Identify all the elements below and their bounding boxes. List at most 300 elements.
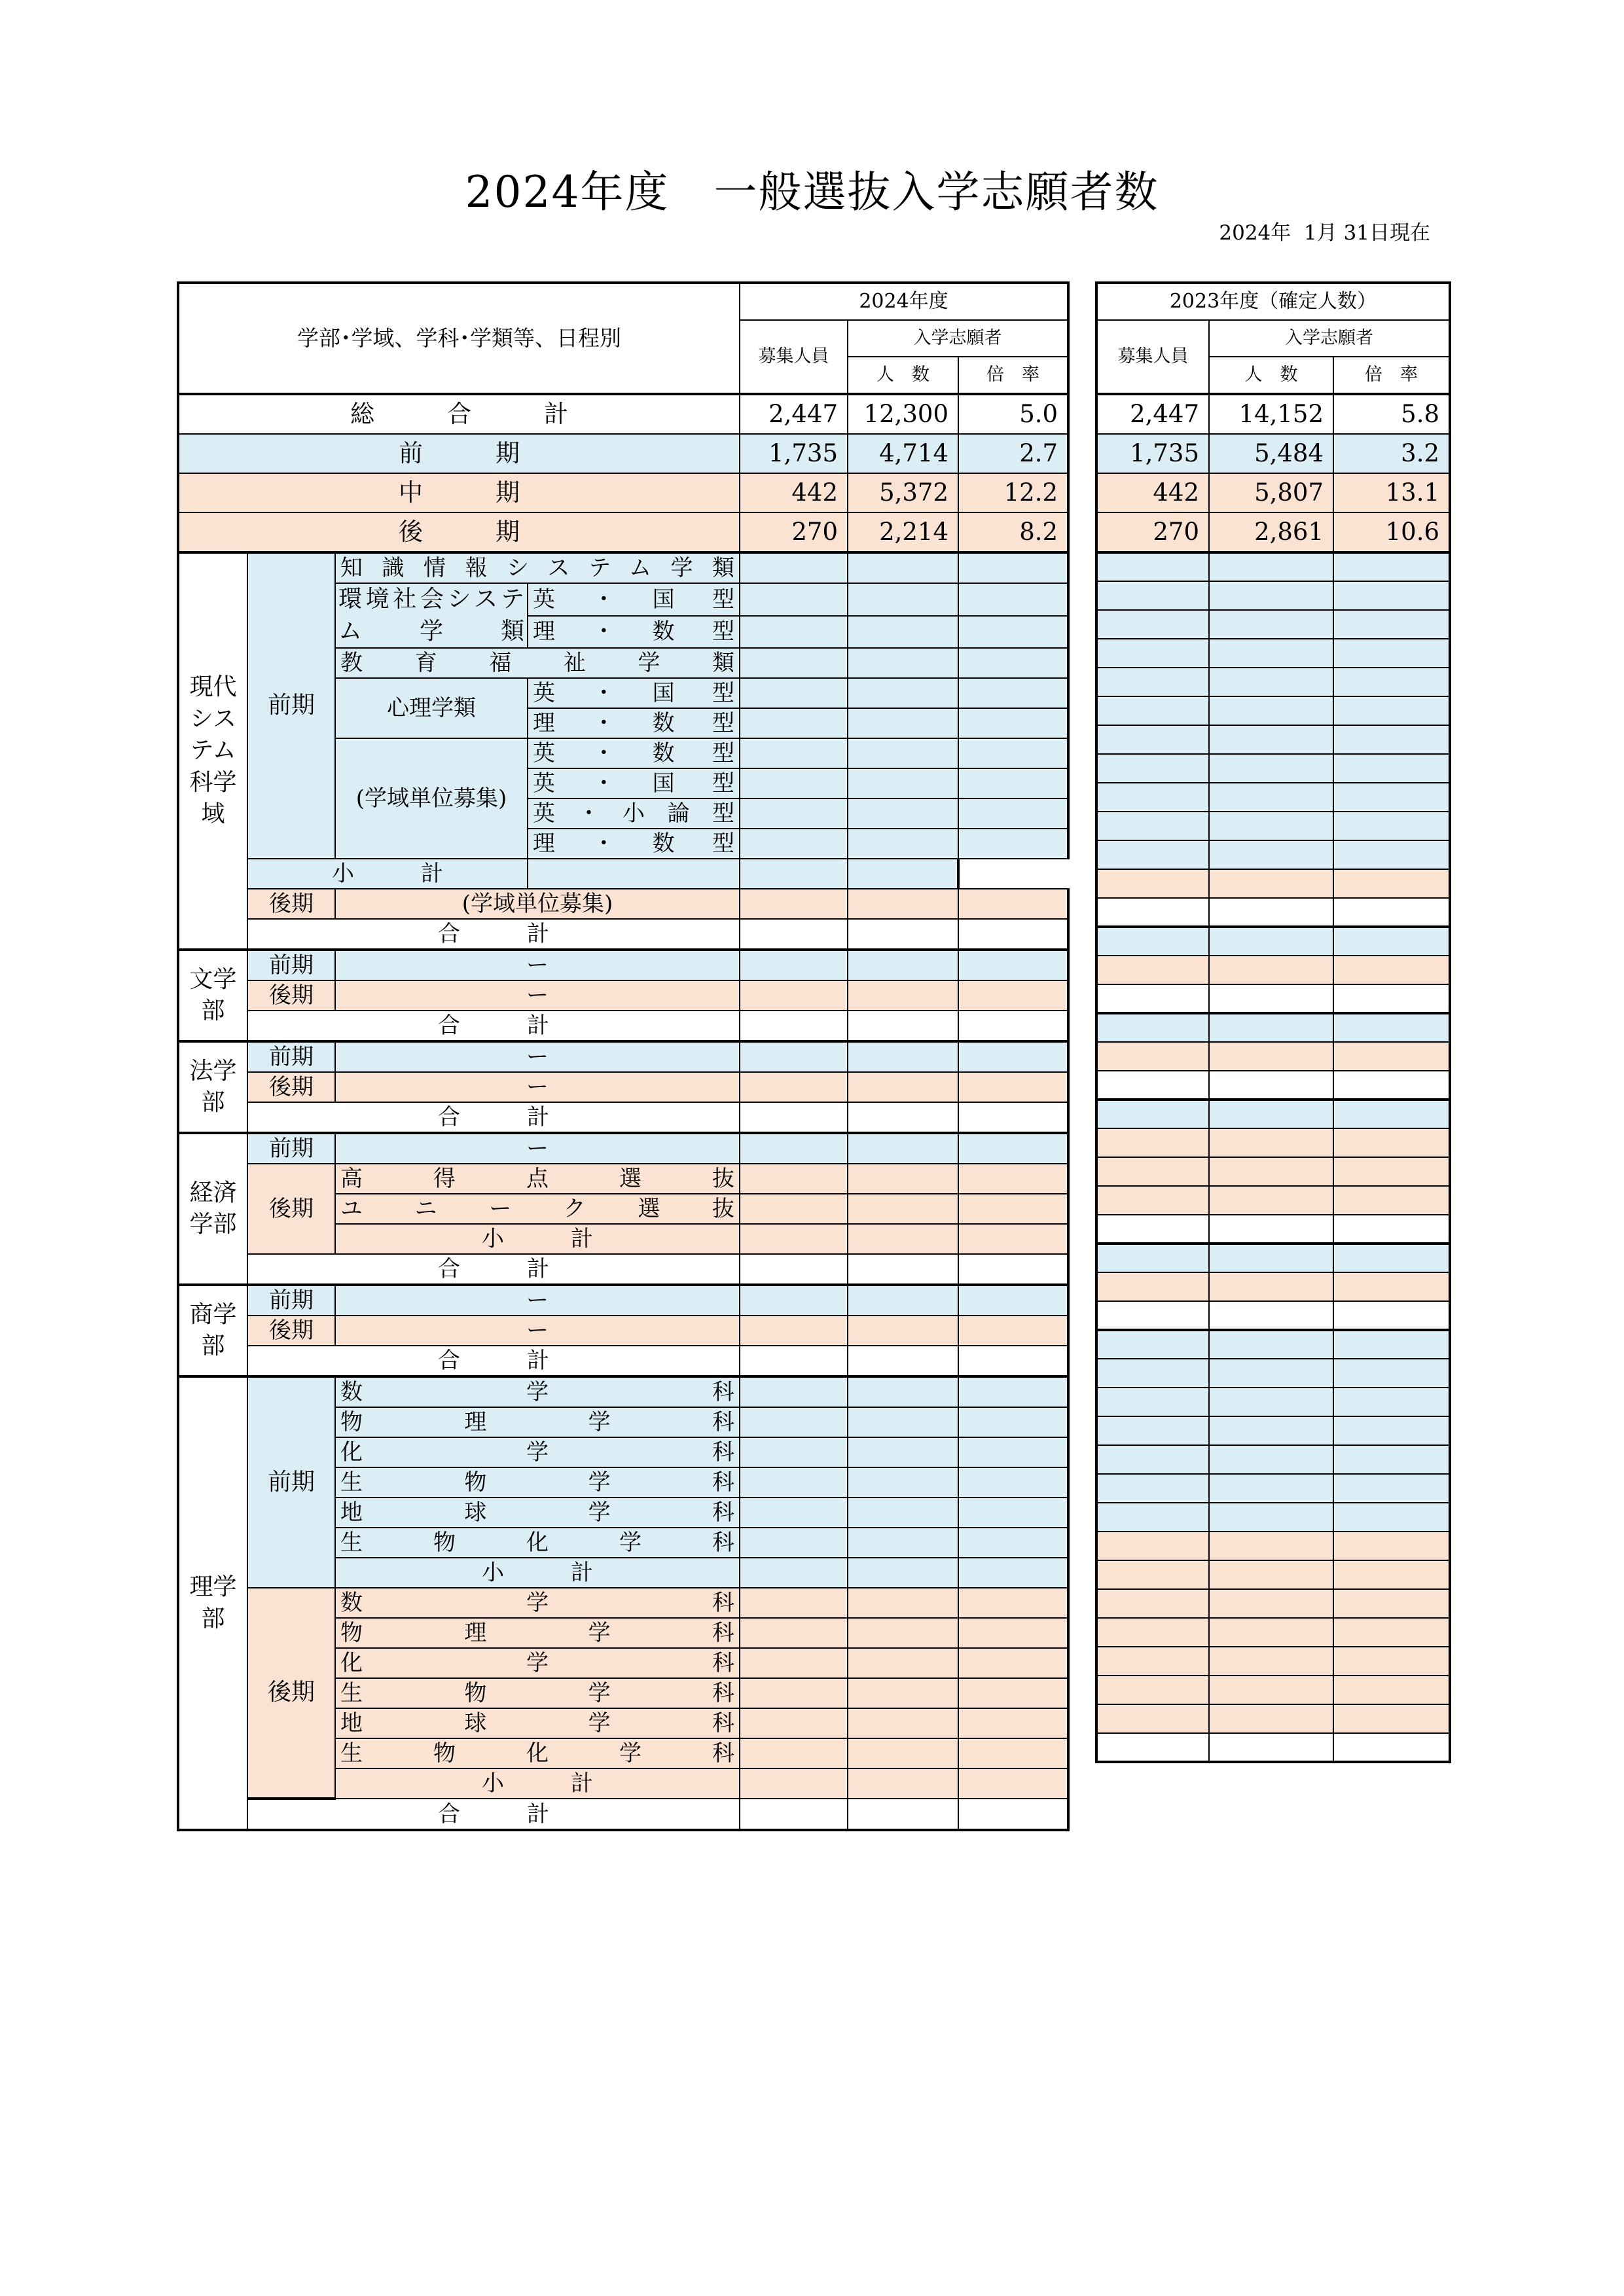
table-row bbox=[1096, 610, 1450, 639]
quota-value bbox=[1096, 725, 1209, 754]
applicants-table-2024 bbox=[177, 281, 1070, 1831]
quota-value bbox=[740, 552, 848, 583]
quota-value bbox=[1096, 984, 1209, 1013]
applicant-count-value bbox=[1209, 1704, 1333, 1733]
applicant-count-value bbox=[848, 798, 958, 829]
table-row bbox=[1096, 639, 1450, 668]
ratio-value bbox=[958, 1648, 1068, 1678]
quota-value bbox=[740, 678, 848, 708]
row-label: 小 計 bbox=[335, 1224, 740, 1254]
table-row bbox=[178, 1041, 1068, 1072]
ratio-value: 5.0 bbox=[958, 394, 1068, 434]
ratio-value bbox=[958, 768, 1068, 798]
quota-value bbox=[1096, 581, 1209, 610]
table-row bbox=[1096, 1647, 1450, 1676]
ratio-value bbox=[958, 889, 1068, 919]
quota-value bbox=[740, 708, 848, 738]
table-row bbox=[1096, 812, 1450, 840]
ratio-value bbox=[958, 1678, 1068, 1708]
row-label: 理・数型 bbox=[528, 829, 740, 859]
ratio-value bbox=[958, 1011, 1068, 1041]
quota-header: 募集人員 bbox=[1096, 320, 1209, 394]
ratio-value bbox=[1333, 1272, 1450, 1301]
row-label: 英・国型 bbox=[528, 678, 740, 708]
applicant-count-value bbox=[848, 1498, 958, 1528]
table-row bbox=[1096, 1503, 1450, 1532]
applicant-count-value bbox=[1209, 1445, 1333, 1474]
ratio-value bbox=[958, 829, 1068, 859]
ratio-value bbox=[958, 1738, 1068, 1768]
ratio-value bbox=[1333, 668, 1450, 696]
quota-value bbox=[740, 1648, 848, 1678]
applicant-count-value bbox=[848, 919, 958, 950]
applicant-count-value bbox=[848, 1164, 958, 1194]
table-row bbox=[178, 1011, 1068, 1041]
ratio-value bbox=[1333, 1071, 1450, 1100]
row-label: 地球学科 bbox=[335, 1708, 740, 1738]
row-label: 理・数型 bbox=[528, 708, 740, 738]
ratio-value bbox=[1333, 1474, 1450, 1503]
quota-value bbox=[1096, 1100, 1209, 1128]
table-row bbox=[178, 919, 1068, 950]
applicant-count-value bbox=[848, 1316, 958, 1346]
table-row bbox=[178, 552, 1068, 583]
row-label: 英・小論型 bbox=[528, 798, 740, 829]
applicant-count-value bbox=[1209, 927, 1333, 956]
applicant-count-value bbox=[848, 829, 958, 859]
quota-value bbox=[740, 583, 848, 616]
table-row bbox=[1096, 1071, 1450, 1100]
row-label: 生物化学科 bbox=[335, 1738, 740, 1768]
applicant-count-value bbox=[740, 859, 848, 889]
category-header: 学部･学域、学科･学類等、日程別 bbox=[178, 283, 740, 394]
applicant-count-value bbox=[848, 1618, 958, 1648]
ratio-value bbox=[1333, 984, 1450, 1013]
ratio-value bbox=[1333, 1100, 1450, 1128]
ratio-value bbox=[958, 798, 1068, 829]
faculty-label: 現代システム科学域 bbox=[178, 552, 247, 950]
ratio-value bbox=[958, 1498, 1068, 1528]
quota-value bbox=[1096, 754, 1209, 783]
applicant-count-value bbox=[1209, 840, 1333, 869]
schedule-label: 前期 bbox=[247, 1285, 335, 1316]
table-row bbox=[178, 1376, 1068, 1407]
ratio-value bbox=[1333, 1733, 1450, 1762]
quota-value: 2,447 bbox=[740, 394, 848, 434]
row-label: 英・国型 bbox=[528, 583, 740, 616]
table-row bbox=[178, 1285, 1068, 1316]
applicant-count-value bbox=[1209, 1042, 1333, 1071]
quota-value bbox=[1096, 1647, 1209, 1676]
applicant-count-value: 4,714 bbox=[848, 434, 958, 473]
applicant-count-value bbox=[1209, 1330, 1333, 1359]
summary-row bbox=[178, 512, 1068, 552]
applicant-count-value bbox=[1209, 869, 1333, 898]
page-title: 2024年度 一般選抜入学志願者数 bbox=[465, 167, 1159, 217]
applicant-count-value bbox=[848, 583, 958, 616]
summary-row bbox=[1096, 434, 1450, 473]
summary-label: 中 期 bbox=[178, 473, 740, 512]
applicant-count-value bbox=[848, 1467, 958, 1498]
applicant-count-value bbox=[848, 1102, 958, 1133]
applicant-count-value bbox=[1209, 1560, 1333, 1589]
quota-value bbox=[740, 1768, 848, 1799]
ratio-value bbox=[1333, 927, 1450, 956]
applicant-count-value bbox=[848, 1407, 958, 1437]
quota-value bbox=[740, 616, 848, 649]
ratio-value bbox=[1333, 1532, 1450, 1560]
applicant-count-value bbox=[1209, 1100, 1333, 1128]
ratio-value bbox=[958, 1041, 1068, 1072]
ratio-value bbox=[958, 1072, 1068, 1102]
ratio-value bbox=[1333, 1416, 1450, 1445]
table-row bbox=[1096, 1618, 1450, 1647]
table-row bbox=[1096, 1532, 1450, 1560]
row-label: 地球学科 bbox=[335, 1498, 740, 1528]
row-label: 数学科 bbox=[335, 1588, 740, 1618]
ratio-value bbox=[958, 1316, 1068, 1346]
row-label: 英・国型 bbox=[528, 768, 740, 798]
applicant-count-value bbox=[848, 950, 958, 980]
year-current-header: 2024年度 bbox=[740, 283, 1068, 320]
applicant-count-value bbox=[848, 1346, 958, 1376]
ratio-value bbox=[1333, 1647, 1450, 1676]
applicant-count-value bbox=[848, 1254, 958, 1285]
quota-value bbox=[1096, 927, 1209, 956]
applicant-count-value: 2,214 bbox=[848, 512, 958, 552]
ratio-value: 3.2 bbox=[1333, 434, 1450, 473]
ratio-value bbox=[958, 708, 1068, 738]
ratio-value bbox=[958, 738, 1068, 768]
ratio-value bbox=[958, 950, 1068, 980]
applicant-count-value bbox=[1209, 754, 1333, 783]
row-label: 理・数型 bbox=[528, 616, 740, 649]
quota-value bbox=[740, 829, 848, 859]
table-row bbox=[1096, 1272, 1450, 1301]
ratio-value bbox=[1333, 725, 1450, 754]
applicant-count-value bbox=[848, 1194, 958, 1224]
quota-value bbox=[1096, 1733, 1209, 1762]
table-row bbox=[178, 1346, 1068, 1376]
quota-header: 募集人員 bbox=[740, 320, 848, 394]
ratio-value bbox=[958, 1164, 1068, 1194]
quota-value bbox=[740, 1618, 848, 1648]
table-row bbox=[1096, 1560, 1450, 1589]
applicant-count-value: 14,152 bbox=[1209, 394, 1333, 434]
applicant-count-value: 5,484 bbox=[1209, 434, 1333, 473]
quota-value bbox=[1096, 1128, 1209, 1157]
ratio-value bbox=[1333, 1157, 1450, 1186]
quota-value bbox=[740, 1133, 848, 1164]
applicant-count-value bbox=[1209, 1733, 1333, 1762]
table-row bbox=[178, 1799, 1068, 1830]
quota-value bbox=[740, 1102, 848, 1133]
quota-value bbox=[740, 1316, 848, 1346]
applicant-count-value bbox=[1209, 696, 1333, 725]
ratio-value: 2.7 bbox=[958, 434, 1068, 473]
applicant-count-value bbox=[1209, 783, 1333, 812]
applicant-count-value bbox=[848, 1437, 958, 1467]
quota-value bbox=[1096, 1301, 1209, 1330]
row-label: 小 計 bbox=[335, 1558, 740, 1588]
ratio-value bbox=[958, 678, 1068, 708]
ratio-value bbox=[958, 1768, 1068, 1799]
summary-row bbox=[178, 394, 1068, 434]
faculty-label: 文学部 bbox=[178, 950, 247, 1041]
table-row bbox=[1096, 956, 1450, 984]
row-label: ー bbox=[335, 1316, 740, 1346]
table-row bbox=[1096, 984, 1450, 1013]
applicant-count-value bbox=[1209, 725, 1333, 754]
quota-value bbox=[740, 1164, 848, 1194]
applicant-count-value bbox=[1209, 1157, 1333, 1186]
ratio-value bbox=[1333, 1244, 1450, 1272]
ratio-value bbox=[958, 1528, 1068, 1558]
table-row bbox=[178, 859, 1068, 889]
table-row bbox=[1096, 1215, 1450, 1244]
ratio-value bbox=[958, 648, 1068, 678]
ratio-value bbox=[958, 1254, 1068, 1285]
table-row bbox=[1096, 1704, 1450, 1733]
table-row bbox=[1096, 1416, 1450, 1445]
applicant-count-value bbox=[1209, 1013, 1333, 1042]
quota-value bbox=[1096, 1589, 1209, 1618]
quota-value bbox=[1096, 1157, 1209, 1186]
ratio-value: 5.8 bbox=[1333, 394, 1450, 434]
row-label: ユニーク選抜 bbox=[335, 1194, 740, 1224]
ratio-value bbox=[1333, 1359, 1450, 1388]
row-label: 合 計 bbox=[247, 1102, 740, 1133]
quota-value bbox=[1096, 869, 1209, 898]
schedule-label: 後期 bbox=[247, 1316, 335, 1346]
row-label: 物理学科 bbox=[335, 1618, 740, 1648]
quota-value bbox=[1096, 1416, 1209, 1445]
ratio-value bbox=[1333, 1215, 1450, 1244]
table-row bbox=[1096, 869, 1450, 898]
ratio-value bbox=[958, 583, 1068, 616]
ratio-value bbox=[958, 1285, 1068, 1316]
ratio-value bbox=[1333, 783, 1450, 812]
schedule-label: 後期 bbox=[247, 1588, 335, 1799]
faculty-label: 理学部 bbox=[178, 1376, 247, 1830]
quota-value bbox=[1096, 1560, 1209, 1589]
quota-value bbox=[1096, 1532, 1209, 1560]
quota-value bbox=[740, 1254, 848, 1285]
ratio-value: 12.2 bbox=[958, 473, 1068, 512]
applicant-count-value bbox=[1209, 1272, 1333, 1301]
applicant-count-value bbox=[1209, 1301, 1333, 1330]
year-prev-header: 2023年度（確定人数） bbox=[1096, 283, 1450, 320]
ratio-value bbox=[958, 1133, 1068, 1164]
table-row bbox=[178, 1164, 1068, 1194]
ratio-value bbox=[1333, 1388, 1450, 1416]
row-label: 合 計 bbox=[247, 1254, 740, 1285]
row-label: 高得点選抜 bbox=[335, 1164, 740, 1194]
applicant-count-value bbox=[848, 1588, 958, 1618]
quota-value bbox=[1096, 1474, 1209, 1503]
summary-row bbox=[178, 434, 1068, 473]
ratio-value bbox=[1333, 898, 1450, 927]
ratio-value bbox=[1333, 1618, 1450, 1647]
table-row bbox=[1096, 1186, 1450, 1215]
quota-value bbox=[1096, 1272, 1209, 1301]
row-label: 知識情報システム学類 bbox=[335, 552, 740, 583]
quota-value bbox=[740, 1224, 848, 1254]
quota-value bbox=[1096, 1704, 1209, 1733]
applicant-count-value bbox=[848, 889, 958, 919]
ratio-value bbox=[958, 1194, 1068, 1224]
table-row bbox=[1096, 1301, 1450, 1330]
quota-value bbox=[1096, 898, 1209, 927]
applicant-count-value: 2,861 bbox=[1209, 512, 1333, 552]
applicant-count-value bbox=[1209, 1532, 1333, 1560]
ratio-value bbox=[1333, 610, 1450, 639]
schedule-label: 後期 bbox=[247, 980, 335, 1011]
applicant-count-value bbox=[848, 1376, 958, 1407]
quota-value bbox=[1096, 1042, 1209, 1071]
quota-value bbox=[1096, 1071, 1209, 1100]
table-row bbox=[1096, 1445, 1450, 1474]
ratio-value bbox=[958, 1346, 1068, 1376]
applicant-count-value: 5,372 bbox=[848, 473, 958, 512]
applicant-count-value bbox=[848, 708, 958, 738]
ratio-value: 8.2 bbox=[958, 512, 1068, 552]
applicant-count-value bbox=[1209, 610, 1333, 639]
row-label: 化学科 bbox=[335, 1437, 740, 1467]
schedule-label: 後期 bbox=[247, 1072, 335, 1102]
applicant-count-value bbox=[848, 980, 958, 1011]
applicant-count-value bbox=[848, 648, 958, 678]
quota-value bbox=[1096, 783, 1209, 812]
applicant-count-value bbox=[1209, 1416, 1333, 1445]
applicant-count-value bbox=[848, 1285, 958, 1316]
quota-value bbox=[740, 919, 848, 950]
quota-value bbox=[740, 738, 848, 768]
quota-value: 270 bbox=[740, 512, 848, 552]
applicants-header: 入学志願者 bbox=[848, 320, 1068, 357]
applicant-count-value bbox=[1209, 956, 1333, 984]
quota-value: 1,735 bbox=[1096, 434, 1209, 473]
row-label: ー bbox=[335, 1133, 740, 1164]
ratio-value bbox=[958, 1407, 1068, 1437]
table-row bbox=[1096, 1474, 1450, 1503]
row-label: 数学科 bbox=[335, 1376, 740, 1407]
ratio-value bbox=[958, 1376, 1068, 1407]
ratio-value bbox=[958, 1588, 1068, 1618]
row-label: 教育福祉学類 bbox=[335, 648, 740, 678]
applicant-count-value bbox=[1209, 1503, 1333, 1532]
row-label: (学域単位募集) bbox=[335, 889, 740, 919]
applicant-count-value bbox=[848, 1528, 958, 1558]
row-label: 化学科 bbox=[335, 1648, 740, 1678]
table-row bbox=[178, 980, 1068, 1011]
quota-value bbox=[1096, 1330, 1209, 1359]
row-label: 物理学科 bbox=[335, 1407, 740, 1437]
ratio-value bbox=[1333, 1128, 1450, 1157]
ratio-value bbox=[1333, 1560, 1450, 1589]
ratio-value bbox=[958, 1102, 1068, 1133]
ratio-value bbox=[1333, 639, 1450, 668]
quota-value bbox=[1096, 552, 1209, 581]
schedule-label: 前期 bbox=[247, 1376, 335, 1588]
ratio-value bbox=[1333, 1013, 1450, 1042]
applicant-count-value bbox=[1209, 1359, 1333, 1388]
applicant-count-value bbox=[1209, 1186, 1333, 1215]
schedule-label: 前期 bbox=[247, 1041, 335, 1072]
table-row bbox=[1096, 1589, 1450, 1618]
row-label: ー bbox=[335, 1041, 740, 1072]
quota-value bbox=[740, 1678, 848, 1708]
applicant-count-value bbox=[848, 1133, 958, 1164]
summary-row bbox=[1096, 394, 1450, 434]
summary-label: 前 期 bbox=[178, 434, 740, 473]
schedule-label: 後期 bbox=[247, 889, 335, 919]
table-row bbox=[1096, 552, 1450, 581]
quota-value bbox=[1096, 610, 1209, 639]
applicant-count-value bbox=[848, 678, 958, 708]
table-row bbox=[178, 1588, 1068, 1618]
ratio-value bbox=[1333, 956, 1450, 984]
summary-label: 総 合 計 bbox=[178, 394, 740, 434]
quota-value bbox=[1096, 1215, 1209, 1244]
table-row bbox=[1096, 668, 1450, 696]
summary-row bbox=[1096, 473, 1450, 512]
row-label: 合 計 bbox=[247, 1799, 740, 1830]
ratio-value bbox=[958, 919, 1068, 950]
applicant-count-value bbox=[1209, 1388, 1333, 1416]
quota-value bbox=[1096, 1244, 1209, 1272]
quota-value bbox=[740, 980, 848, 1011]
quota-value bbox=[1096, 1388, 1209, 1416]
table-row bbox=[178, 1133, 1068, 1164]
row-label: (学域単位募集) bbox=[335, 738, 528, 859]
ratio-value bbox=[1333, 1589, 1450, 1618]
table-row bbox=[178, 1072, 1068, 1102]
quota-value bbox=[1096, 840, 1209, 869]
ratio-value bbox=[1333, 1676, 1450, 1704]
row-label: ー bbox=[335, 1285, 740, 1316]
quota-value bbox=[740, 768, 848, 798]
faculty-label: 経済学部 bbox=[178, 1133, 247, 1285]
quota-value: 442 bbox=[1096, 473, 1209, 512]
ratio-value bbox=[958, 1467, 1068, 1498]
ratio-value bbox=[1333, 581, 1450, 610]
applicant-count-value bbox=[1209, 1647, 1333, 1676]
ratio-value bbox=[1333, 1186, 1450, 1215]
ratio-value bbox=[958, 1437, 1068, 1467]
quota-value bbox=[740, 648, 848, 678]
row-label: ー bbox=[335, 980, 740, 1011]
applicant-count-value bbox=[1209, 639, 1333, 668]
table-row bbox=[1096, 1359, 1450, 1388]
ratio-value bbox=[1333, 869, 1450, 898]
ratio-value: 13.1 bbox=[1333, 473, 1450, 512]
applicant-count-value bbox=[848, 1072, 958, 1102]
quota-value bbox=[740, 798, 848, 829]
quota-value bbox=[1096, 1503, 1209, 1532]
table-row bbox=[178, 950, 1068, 980]
ratio-value bbox=[958, 1558, 1068, 1588]
applicant-count-value bbox=[848, 1768, 958, 1799]
ratio-value bbox=[1333, 696, 1450, 725]
ratio-value bbox=[958, 552, 1068, 583]
summary-row bbox=[178, 473, 1068, 512]
ratio-value bbox=[958, 1708, 1068, 1738]
quota-value: 2,447 bbox=[1096, 394, 1209, 434]
count-header: 人 数 bbox=[848, 357, 958, 394]
applicant-count-value bbox=[848, 1648, 958, 1678]
table-row bbox=[178, 889, 1068, 919]
